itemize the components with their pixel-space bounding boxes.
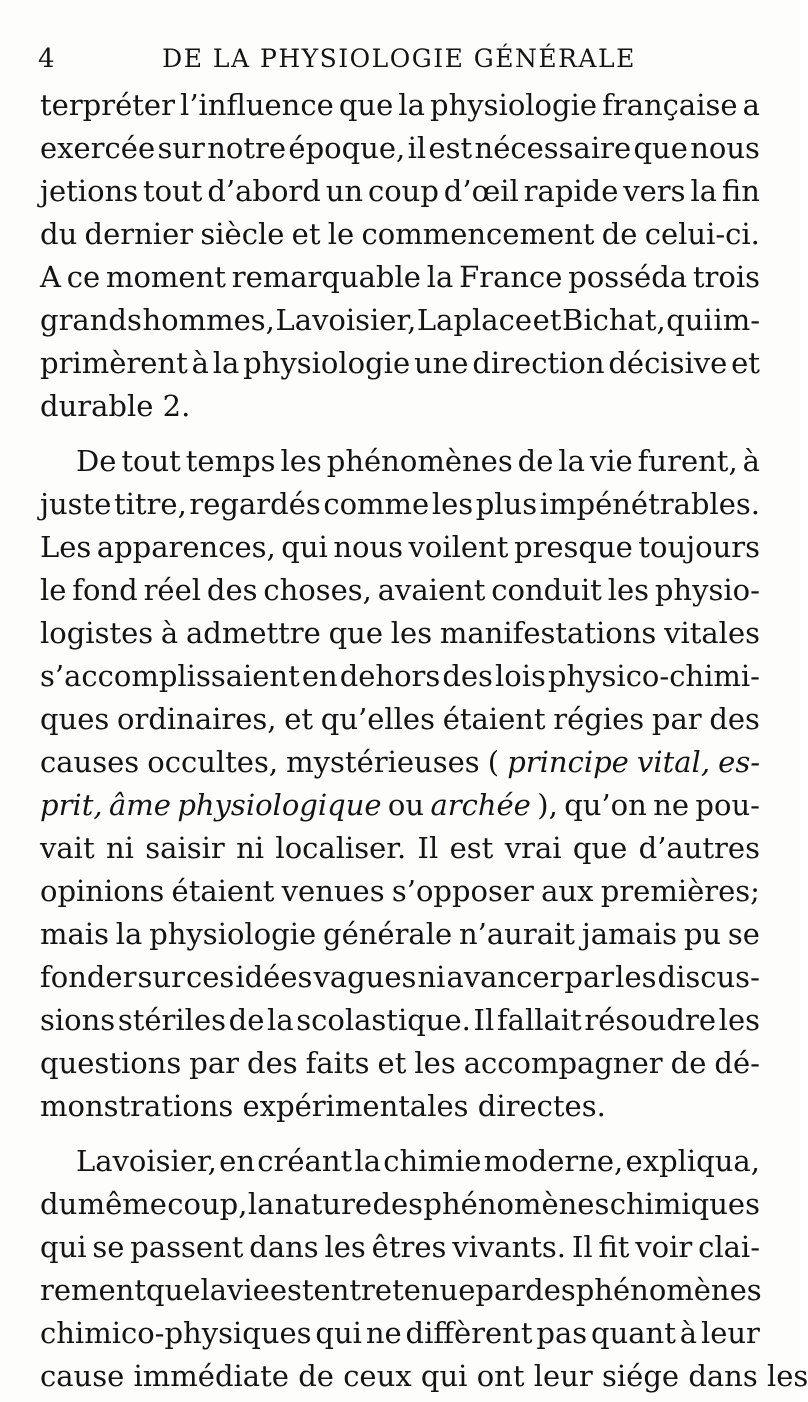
word: dans	[249, 1230, 319, 1264]
word: par	[475, 1273, 526, 1307]
word: phénomènes	[575, 1273, 762, 1307]
word: Bichat,	[562, 303, 666, 337]
text-line	[40, 1183, 760, 1226]
text-line	[40, 256, 760, 299]
word: ni	[236, 831, 265, 865]
word: est	[449, 831, 494, 865]
word: jetions	[40, 174, 139, 208]
text-line	[40, 213, 760, 256]
word: vait	[40, 831, 95, 865]
word: physiologie	[430, 88, 598, 122]
word: vie	[589, 444, 633, 478]
word: idées	[235, 960, 313, 994]
word: dans	[688, 1359, 758, 1393]
word: hommes,	[142, 303, 275, 337]
text-line	[40, 385, 760, 428]
word: ne	[365, 1316, 402, 1350]
word: faits	[305, 1046, 370, 1080]
word: 2.	[162, 389, 191, 423]
word: une	[413, 346, 469, 380]
word: fit	[598, 1230, 630, 1264]
text-line	[40, 1355, 808, 1398]
word: chimiques	[609, 1187, 760, 1221]
word: fallait	[496, 1003, 582, 1037]
word: les	[718, 1003, 760, 1037]
word: les	[324, 1230, 366, 1264]
word: pou-	[695, 788, 760, 822]
word: ques	[40, 702, 110, 736]
word: A	[40, 260, 61, 294]
word: qui	[420, 1359, 468, 1393]
word: expérimentales	[242, 1089, 469, 1123]
word: primèrent	[40, 346, 188, 380]
word: occultes,	[147, 745, 279, 779]
word: logistes	[40, 616, 154, 650]
word: que	[572, 831, 628, 865]
word: nous	[690, 131, 760, 165]
word: à	[191, 346, 209, 380]
word: d’autres	[638, 831, 760, 865]
word: âme	[108, 788, 171, 822]
word: s’opposer	[391, 874, 534, 908]
paragraph	[40, 1140, 808, 1398]
word: choses,	[263, 573, 372, 607]
word: France	[459, 260, 563, 294]
word: de	[517, 444, 554, 478]
word: avaient	[377, 573, 486, 607]
word: phénomènes	[423, 1187, 610, 1221]
word: et	[377, 1046, 407, 1080]
text-line	[40, 698, 760, 741]
word: le	[327, 217, 355, 251]
word: aux	[541, 874, 594, 908]
word: que	[146, 1273, 201, 1307]
word: étaient	[171, 874, 275, 908]
word: venues	[281, 874, 385, 908]
word: fonder	[40, 960, 137, 994]
word: leur	[700, 1316, 760, 1350]
word: Il	[571, 1230, 593, 1264]
text-line	[40, 299, 760, 342]
word: premières;	[600, 874, 760, 908]
word: vagues	[313, 960, 417, 994]
word: des	[206, 573, 258, 607]
word: vers	[623, 174, 686, 208]
text-line	[40, 1140, 760, 1183]
text-line	[40, 526, 760, 569]
word: se	[727, 917, 760, 951]
word: regardés	[189, 487, 321, 521]
word: la	[247, 1187, 275, 1221]
word: dernier	[84, 217, 194, 251]
word: française	[602, 88, 738, 122]
word: leur	[533, 1359, 593, 1393]
word: presque	[513, 530, 633, 564]
word: qui	[40, 1230, 87, 1264]
word: plus	[475, 487, 538, 521]
word: vie	[227, 1273, 270, 1307]
word: temps	[185, 444, 276, 478]
word: celui-ci.	[644, 217, 760, 251]
word: localiser.	[275, 831, 407, 865]
word: physio-	[654, 573, 760, 607]
word: des	[525, 1273, 576, 1307]
word: ),	[537, 788, 558, 822]
word: Il	[473, 1003, 495, 1037]
word: qu’on	[564, 788, 647, 822]
text-line	[40, 612, 760, 655]
word: les	[607, 573, 650, 607]
word: scolastique.	[296, 1003, 471, 1037]
word: la	[426, 260, 454, 294]
word: vitales	[664, 616, 760, 650]
word: mystérieuses	[286, 745, 480, 779]
word: vital,	[636, 745, 711, 779]
word: sur	[137, 960, 185, 994]
word: il	[407, 131, 427, 165]
word: la	[690, 174, 718, 208]
word: physiologie	[149, 917, 317, 951]
word: causes	[40, 745, 140, 779]
word: que	[328, 616, 384, 650]
word: les	[767, 1359, 808, 1393]
word: (	[487, 745, 500, 779]
word: rement	[40, 1273, 147, 1307]
word: et	[532, 303, 562, 337]
word: es-	[718, 745, 760, 779]
page-number: 4	[38, 44, 55, 74]
word: moment	[105, 260, 226, 294]
word: décisive	[608, 346, 728, 380]
word: même	[77, 1187, 167, 1221]
paragraph	[40, 84, 760, 428]
word: avancer	[446, 960, 564, 994]
word: archée	[430, 788, 531, 822]
word: ont	[476, 1359, 525, 1393]
word: en	[219, 1144, 255, 1178]
word: dé-	[714, 1046, 760, 1080]
word: à	[742, 444, 760, 478]
word: le	[40, 573, 67, 607]
running-head	[38, 38, 760, 78]
word: ces	[186, 960, 235, 994]
word: terpréter	[40, 88, 175, 122]
word: que	[338, 88, 394, 122]
word: principe	[507, 745, 629, 779]
word: la	[558, 444, 585, 478]
word: fond	[72, 573, 138, 607]
word: opinions	[40, 874, 165, 908]
word: s’accomplissaient	[40, 659, 300, 693]
word: moderne,	[483, 1144, 624, 1178]
word: voilent	[408, 530, 509, 564]
word: Lavoisier,	[275, 303, 417, 337]
word: qui	[315, 1316, 362, 1350]
word: les	[615, 960, 657, 994]
text-line	[40, 870, 760, 913]
word: saisir	[145, 831, 225, 865]
word: comme	[323, 487, 430, 521]
word: du	[40, 1187, 78, 1221]
word: et	[284, 702, 314, 736]
word: la	[200, 1273, 228, 1307]
word: tout	[142, 174, 203, 208]
word: les	[390, 616, 433, 650]
word: les	[414, 1046, 456, 1080]
word: Il	[417, 831, 439, 865]
word: monstrations	[40, 1089, 234, 1123]
word: questions	[40, 1046, 182, 1080]
word: à	[679, 1316, 698, 1350]
word: se	[92, 1230, 125, 1264]
word: immédiate	[133, 1359, 289, 1393]
word: commencement	[361, 217, 595, 251]
word: coup	[367, 174, 439, 208]
word: remarquable	[231, 260, 421, 294]
word: grands	[40, 303, 142, 337]
text-line	[40, 956, 760, 999]
word: clai-	[698, 1230, 760, 1264]
word: jamais	[581, 917, 677, 951]
word: époque,	[288, 131, 406, 165]
paragraph-gap	[40, 1128, 760, 1140]
word: créant	[257, 1144, 353, 1178]
word: a	[742, 88, 760, 122]
word: trois	[692, 260, 760, 294]
word: cause	[40, 1359, 125, 1393]
word: juste	[40, 487, 112, 521]
word: apparences,	[96, 530, 276, 564]
word: diffèrent	[405, 1316, 533, 1350]
text-line	[40, 827, 760, 870]
word: que	[633, 131, 688, 165]
paragraph	[40, 440, 760, 1128]
word: pas	[536, 1316, 588, 1350]
word: vrai	[504, 831, 562, 865]
word: qui	[281, 530, 328, 564]
word: prit,	[40, 788, 103, 822]
word: réel	[143, 573, 202, 607]
word: Lavoisier,	[76, 1144, 217, 1178]
word: coup,	[167, 1187, 248, 1221]
text-line	[40, 1312, 760, 1355]
word: toujours	[638, 530, 760, 564]
word: exercée	[40, 131, 156, 165]
text-line	[40, 170, 760, 213]
word: régies	[553, 702, 645, 736]
word: par	[564, 960, 615, 994]
text-line	[40, 655, 760, 698]
word: voir	[635, 1230, 693, 1264]
word: sur	[157, 131, 205, 165]
word: la	[354, 1144, 381, 1178]
paragraph-gap	[40, 428, 760, 440]
word: est	[269, 1273, 314, 1307]
word: ceux	[343, 1359, 412, 1393]
word: de	[670, 1046, 707, 1080]
word: chimico-physiques	[40, 1316, 312, 1350]
word: est	[428, 131, 473, 165]
text-line	[40, 127, 760, 170]
word: des	[442, 659, 493, 693]
word: titre,	[113, 487, 187, 521]
word: physiologique	[177, 788, 382, 822]
word: im-	[713, 303, 760, 337]
word: ne	[653, 788, 690, 822]
word: Les	[40, 530, 92, 564]
word: les	[431, 487, 474, 521]
text-line	[40, 741, 760, 784]
word: générale	[323, 917, 453, 951]
word: étaient	[442, 702, 546, 736]
word: résoudre	[584, 1003, 717, 1037]
word: les	[280, 444, 322, 478]
word: physiologie	[243, 346, 411, 380]
word: l’influence	[180, 88, 334, 122]
word: à	[160, 616, 179, 650]
word: et	[731, 346, 760, 380]
word: de	[228, 1003, 265, 1037]
word: et	[291, 217, 321, 251]
text-line	[40, 1269, 760, 1312]
text-line	[40, 1226, 760, 1269]
word: passent	[130, 1230, 244, 1264]
word: qui	[666, 303, 713, 337]
running-title: DE LA PHYSIOLOGIE GÉNÉRALE	[162, 44, 636, 73]
word: accompagner	[463, 1046, 663, 1080]
word: furent,	[637, 444, 738, 478]
word: entretenue	[313, 1273, 476, 1307]
word: durable	[40, 389, 154, 423]
word: un	[325, 174, 364, 208]
word: Laplace	[416, 303, 533, 337]
word: êtres	[371, 1230, 447, 1264]
word: De	[76, 444, 117, 478]
word: chimie	[383, 1144, 482, 1178]
word: nature	[274, 1187, 373, 1221]
word: ordinaires,	[117, 702, 277, 736]
word: mais	[40, 917, 109, 951]
word: dehors	[339, 659, 441, 693]
text-line	[40, 1085, 760, 1128]
text-line	[40, 1042, 760, 1085]
word: vivants.	[452, 1230, 567, 1264]
word: discus-	[657, 960, 760, 994]
word: fin	[721, 174, 760, 208]
body-text	[40, 84, 808, 1398]
word: impénétrables.	[539, 487, 760, 521]
word: d’abord	[207, 174, 321, 208]
word: de	[601, 217, 638, 251]
word: d’œil	[443, 174, 519, 208]
word: manifestations	[439, 616, 657, 650]
word: direction	[472, 346, 605, 380]
word: directes.	[477, 1089, 606, 1123]
word: sions	[40, 1003, 116, 1037]
word: nous	[333, 530, 404, 564]
word: siècle	[200, 217, 285, 251]
word: posséda	[568, 260, 688, 294]
word: de	[298, 1359, 334, 1393]
word: ni	[105, 831, 134, 865]
text-line	[40, 784, 760, 827]
word: la	[115, 917, 143, 951]
text-line	[40, 999, 760, 1042]
word: des	[247, 1046, 298, 1080]
text-line	[40, 84, 760, 127]
word: lois	[494, 659, 546, 693]
text-line	[40, 440, 760, 483]
word: la	[398, 88, 425, 122]
word: expliqua,	[625, 1144, 760, 1178]
word: quant	[591, 1316, 676, 1350]
word: siége	[602, 1359, 680, 1393]
word: tout	[121, 444, 181, 478]
text-line	[40, 342, 760, 385]
word: notre	[207, 131, 287, 165]
word: rapide	[523, 174, 619, 208]
word: des	[372, 1187, 424, 1221]
word: n’aurait	[458, 917, 575, 951]
word: qu’elles	[320, 702, 435, 736]
word: par	[651, 702, 702, 736]
word: la	[267, 1003, 294, 1037]
word: admettre	[185, 616, 321, 650]
word: des	[709, 702, 760, 736]
text-line	[40, 913, 760, 956]
word: pu	[683, 917, 722, 951]
word: phénomènes	[326, 444, 513, 478]
word: nécessaire	[474, 131, 632, 165]
word: du	[40, 217, 78, 251]
text-line	[40, 569, 760, 612]
text-line	[40, 483, 760, 526]
word: par	[189, 1046, 239, 1080]
word: la	[212, 346, 240, 380]
word: physico-chimi-	[547, 659, 760, 693]
word: ce	[66, 260, 101, 294]
word: ni	[417, 960, 446, 994]
word: conduit	[491, 573, 602, 607]
word: en	[301, 659, 338, 693]
word: ou	[387, 788, 425, 822]
word: stériles	[117, 1003, 226, 1037]
